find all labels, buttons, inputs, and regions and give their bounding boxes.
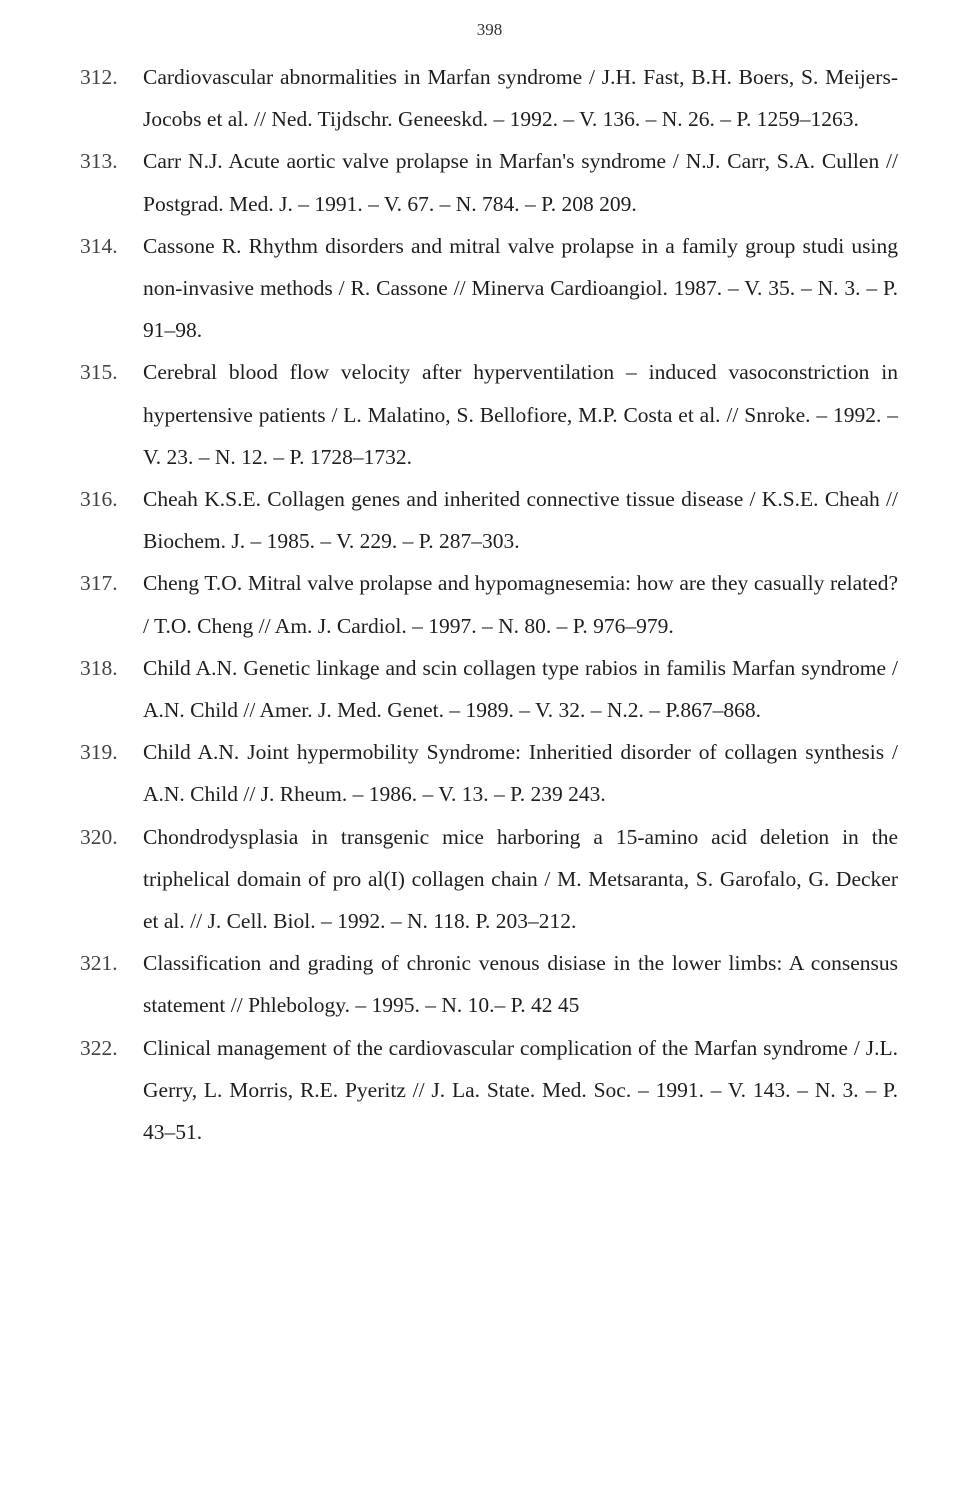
reference-number: 321. — [80, 951, 118, 976]
reference-number: 313. — [80, 149, 118, 174]
reference-item — [80, 731, 898, 815]
reference-item — [80, 562, 898, 646]
reference-text: Cerebral blood flow velocity after hyperventilation – induced vasoconstriction in hypertensive patients / L. Malatino, S. Bellofiore, M.P. Costa et al. // Snroke. – 1992. – V. 23. – N. 12. – P. 1728–1732. — [143, 360, 898, 469]
reference-text: Classification and grading of chronic venous disiase in the lower limbs: A consensus statement // Phlebology. – 1995. – N. 10.– P. 42 45 — [143, 951, 898, 1018]
reference-item — [80, 1027, 898, 1154]
reference-item — [80, 140, 898, 224]
reference-text: Cassone R. Rhythm disorders and mitral valve prolapse in a family group studi using non-invasive methods / R. Cassone // Minerva Cardioangiol. 1987. – V. 35. – N. 3. – P. 91–98. — [143, 233, 898, 343]
reference-item — [80, 816, 898, 943]
reference-number: 314. — [80, 233, 118, 258]
reference-number: 319. — [80, 740, 118, 765]
reference-number: 315. — [80, 360, 118, 385]
reference-text: Child A.N. Genetic linkage and scin collagen type rabios in familis Marfan syndrome / A.N. Child // Amer. J. Med. Genet. – 1989. – V. 32. – N.2. – P.867–868. — [143, 655, 898, 723]
reference-text: Cheng T.O. Mitral valve prolapse and hypomagnesemia: how are they casually related? / T.O. Cheng // Am. J. Cardiol. – 1997. – N. 80. – P. 976–979. — [143, 571, 898, 638]
reference-item — [80, 942, 898, 1026]
reference-item — [80, 56, 898, 140]
page-number: 398 — [476, 20, 503, 39]
reference-item — [80, 478, 898, 562]
reference-number: 322. — [80, 1035, 118, 1060]
reference-text: Clinical management of the cardiovascular complication of the Marfan syndrome / J.L. Gerry, L. Morris, R.E. Pyeritz // J. La. State. Med. Soc. – 1991. – V. 143. – N. 3. – P. 43–51. — [143, 1035, 898, 1145]
reference-item — [80, 225, 898, 352]
reference-number: 312. — [80, 65, 118, 89]
reference-list — [80, 56, 898, 1153]
reference-number: 316. — [80, 487, 118, 512]
reference-text: Child A.N. Joint hypermobility Syndrome: Inheritied disorder of collagen synthesis / A.N. Child // J. Rheum. – 1986. – V. 13. – P. 239 243. — [143, 740, 898, 807]
reference-item — [80, 647, 898, 731]
reference-text: Cheah K.S.E. Collagen genes and inherited connective tissue disease / K.S.E. Cheah // Biochem. J. – 1985. – V. 229. – P. 287–303. — [143, 487, 898, 554]
reference-item — [80, 351, 898, 478]
reference-text: Cardiovascular abnormalities in Marfan syndrome / J.H. Fast, B.H. Boers, S. Meijers-Jocobs et al. // Ned. Tijdschr. Geneeskd. – 1992. – V. 136. – N. 26. – P. 1259–1263. — [143, 65, 898, 132]
reference-number: 320. — [80, 824, 118, 849]
reference-number: 317. — [80, 571, 118, 596]
reference-text: Chondrodysplasia in transgenic mice harboring a 15-amino acid deletion in the triphelical domain of pro al(I) collagen chain / M. Metsaranta, S. Garofalo, G. Decker et al. // J. Cell. Biol. – 1992. – N. 118. P. 203–212. — [143, 824, 898, 934]
reference-number: 318. — [80, 655, 118, 680]
reference-text: Carr N.J. Acute aortic valve prolapse in Marfan's syndrome / N.J. Carr, S.A. Cullen // Postgrad. Med. J. – 1991. – V. 67. – N. 784. – P. 208 209. — [143, 149, 898, 216]
